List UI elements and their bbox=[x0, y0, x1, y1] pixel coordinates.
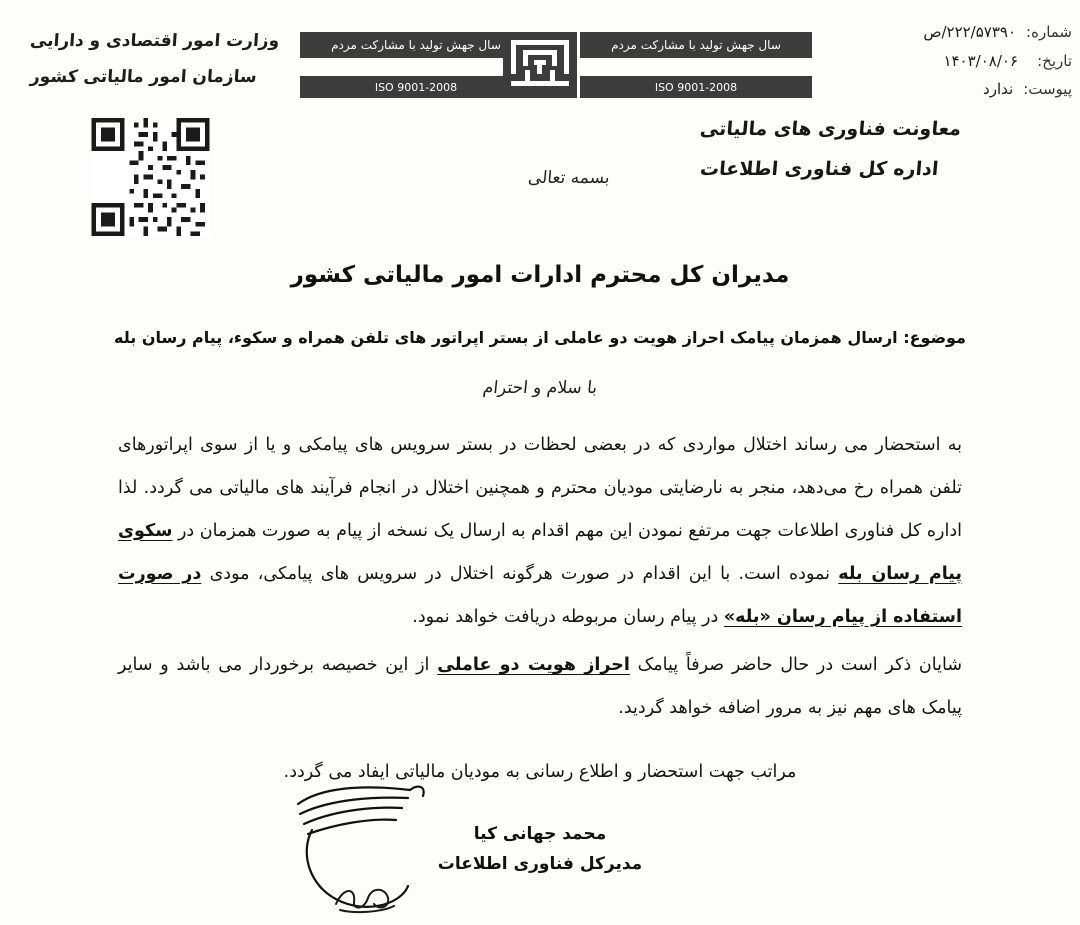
signatory-title: مدیرکل فناوری اطلاعات bbox=[437, 853, 643, 874]
signature-block bbox=[0, 820, 1080, 880]
reference-attachment-label: پیوست: bbox=[1023, 80, 1072, 98]
letterhead bbox=[0, 14, 1080, 106]
ministry-line: وزارت امور اقتصادی و دارایی bbox=[29, 31, 280, 51]
closing-line: مراتب جهت استحضار و اطلاع رسانی به مودیان مالیاتی ایفاد می گردد. bbox=[283, 762, 797, 782]
department-line-1: معاونت فناوری های مالیاتی bbox=[699, 118, 963, 140]
paragraph-1 bbox=[118, 424, 962, 638]
p2-seg-3: از این خصیصه برخوردار می باشد و سایر پیامک های مهم نیز به مرور اضافه خواهد گردید. bbox=[118, 655, 962, 719]
organization-block bbox=[30, 24, 300, 95]
reference-date-label: تاریخ: bbox=[1037, 51, 1072, 70]
p2-seg-2-emphasis: احراز هویت دو عاملی bbox=[437, 655, 630, 676]
reference-attachment-value: ندارد bbox=[983, 80, 1014, 98]
reference-row-date bbox=[862, 47, 1072, 76]
reference-date-value: ۱۴۰۳/۰۸/۰۶ bbox=[943, 51, 1018, 70]
reference-number-label: شماره: bbox=[1026, 23, 1072, 41]
p1-seg-5: در پیام رسان مربوطه دریافت خواهد نمود. bbox=[412, 606, 724, 627]
organization-line: سازمان امور مالیاتی کشور bbox=[29, 66, 258, 87]
reference-row-attachment bbox=[862, 75, 1072, 104]
paragraph-2 bbox=[118, 644, 962, 730]
reference-block bbox=[862, 18, 1072, 104]
subject-line: موضوع: ارسال همزمان پیامک احراز هویت دو عاملی از بستر اپراتور های تلفن همراه و سکوء، پیام رسان بله bbox=[114, 328, 966, 347]
addressee-line: مدیران کل محترم ادارات امور مالیاتی کشور bbox=[290, 262, 790, 288]
iso-banner-right: ISO 9001-2008 bbox=[580, 76, 812, 98]
slogan-banner-right: سال جهش تولید با مشارکت مردم bbox=[580, 32, 812, 58]
department-heading bbox=[700, 110, 1020, 190]
tax-organization-emblem-icon bbox=[501, 26, 579, 104]
p2-seg-1: شایان ذکر است در حال حاضر صرفاً پیامک bbox=[629, 655, 962, 676]
invocation-text: بسمه تعالی bbox=[527, 168, 611, 188]
qr-code bbox=[88, 118, 213, 236]
body-text bbox=[118, 424, 962, 736]
department-line-2: اداره کل فناوری اطلاعات bbox=[699, 157, 940, 180]
reference-row-number bbox=[862, 18, 1072, 47]
p1-seg-4-emphasis: در صورت استفاده از پیام رسان «بله» bbox=[118, 563, 962, 627]
slogan-banner-left: سال جهش تولید با مشارکت مردم bbox=[300, 32, 532, 58]
reference-number-value: ۲۲۲/۵۷۳۹۰/ص bbox=[923, 23, 1017, 41]
handwritten-initials-icon bbox=[330, 880, 400, 914]
iso-banner-left: ISO 9001-2008 bbox=[300, 76, 532, 98]
p1-seg-2-emphasis: سکوی پیام رسان بله bbox=[118, 520, 962, 584]
p1-seg-3: نموده است. با این اقدام در صورت هرگونه اختلال در سرویس های پیامکی، مودی bbox=[201, 563, 839, 584]
p1-seg-1: به استحضار می رساند اختلال مواردی که در بعضی لحظات در بستر سرویس های پیامکی و یا از سوی اپراتورهای تلفن همراه رخ می‌دهد، منجر به نارضایتی مودیان محترم و همچنین اختلال در انجام فرآیند های مالیاتی می گردد. لذا اداره کل فناوری اطلاعات جهت مرتفع نمودن این مهم اقدام به ارسال یک نسخه از پیام به صورت همزمان در bbox=[118, 435, 962, 541]
salutation-line: با سلام و احترام bbox=[481, 378, 599, 398]
signatory-name: محمد جهانی کیا bbox=[473, 824, 607, 844]
